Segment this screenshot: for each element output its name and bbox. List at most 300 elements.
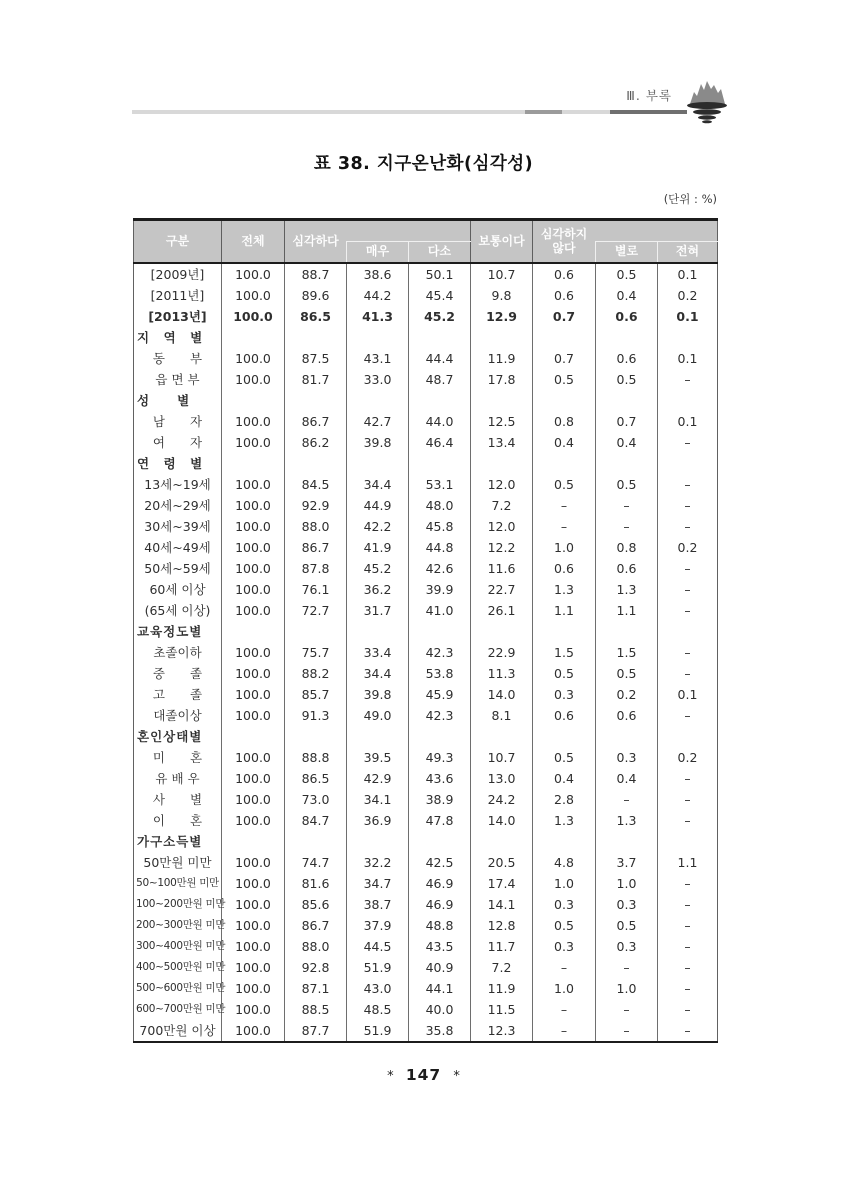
value-cell: 7.2	[471, 495, 533, 516]
value-cell: 88.0	[285, 936, 347, 957]
value-cell: –	[658, 789, 718, 810]
value-cell: 12.0	[471, 516, 533, 537]
row-label: 500~600만원 미만	[134, 978, 222, 999]
value-cell: 8.1	[471, 705, 533, 726]
value-cell: 40.9	[409, 957, 471, 978]
value-cell	[533, 831, 596, 852]
col-header-very: 매우	[347, 242, 409, 264]
row-label: 여 자	[134, 432, 222, 453]
value-cell: 1.3	[596, 810, 658, 831]
value-cell: –	[658, 915, 718, 936]
value-cell: 34.4	[347, 663, 409, 684]
value-cell: –	[596, 789, 658, 810]
row-label: 가구소득별	[134, 831, 222, 852]
value-cell: 20.5	[471, 852, 533, 873]
value-cell: 49.0	[347, 705, 409, 726]
row-label: 50~100만원 미만	[134, 873, 222, 894]
row-label: (65세 이상)	[134, 600, 222, 621]
value-cell: 91.3	[285, 705, 347, 726]
row-label: 연 령 별	[134, 453, 222, 474]
row-label: 60세 이상	[134, 579, 222, 600]
value-cell: 100.0	[222, 894, 285, 915]
value-cell	[596, 453, 658, 474]
table-row	[134, 558, 718, 579]
value-cell: 92.9	[285, 495, 347, 516]
value-cell: 1.0	[533, 873, 596, 894]
value-cell: 100.0	[222, 495, 285, 516]
col-header-not-at-all: 전혀	[658, 242, 718, 264]
value-cell: 86.7	[285, 411, 347, 432]
table-row	[134, 1020, 718, 1042]
value-cell: 33.0	[347, 369, 409, 390]
value-cell: 14.1	[471, 894, 533, 915]
value-cell	[347, 327, 409, 348]
table-row	[134, 810, 718, 831]
value-cell	[596, 831, 658, 852]
value-cell: 100.0	[222, 411, 285, 432]
section-row	[134, 390, 718, 411]
value-cell: –	[533, 999, 596, 1020]
value-cell: 0.2	[658, 285, 718, 306]
value-cell: 100.0	[222, 306, 285, 327]
value-cell: 100.0	[222, 579, 285, 600]
value-cell: 100.0	[222, 558, 285, 579]
value-cell: 48.5	[347, 999, 409, 1020]
value-cell: 0.5	[596, 663, 658, 684]
value-cell: 11.7	[471, 936, 533, 957]
value-cell: 87.7	[285, 1020, 347, 1042]
value-cell: 0.1	[658, 306, 718, 327]
value-cell: 0.6	[596, 705, 658, 726]
row-label: [2009년]	[134, 263, 222, 285]
table-row	[134, 495, 718, 516]
value-cell	[658, 726, 718, 747]
value-cell: 44.4	[409, 348, 471, 369]
row-label: 초졸이하	[134, 642, 222, 663]
value-cell: 0.1	[658, 684, 718, 705]
value-cell: 85.7	[285, 684, 347, 705]
value-cell	[409, 327, 471, 348]
section-row	[134, 726, 718, 747]
value-cell: 42.3	[409, 642, 471, 663]
value-cell: 1.0	[533, 978, 596, 999]
value-cell: 0.5	[533, 369, 596, 390]
value-cell: 87.5	[285, 348, 347, 369]
value-cell: 41.3	[347, 306, 409, 327]
value-cell: 13.4	[471, 432, 533, 453]
value-cell: 12.5	[471, 411, 533, 432]
value-cell	[409, 390, 471, 411]
value-cell: 0.2	[658, 537, 718, 558]
value-cell: 41.0	[409, 600, 471, 621]
table-row	[134, 663, 718, 684]
table-row	[134, 705, 718, 726]
value-cell: 74.7	[285, 852, 347, 873]
value-cell	[596, 390, 658, 411]
row-label: 사 별	[134, 789, 222, 810]
value-cell: 12.9	[471, 306, 533, 327]
value-cell	[347, 453, 409, 474]
table-row	[134, 285, 718, 306]
footer-deco-right: *	[453, 1069, 460, 1084]
value-cell: 100.0	[222, 789, 285, 810]
value-cell: –	[596, 495, 658, 516]
value-cell: 100.0	[222, 642, 285, 663]
page-footer	[0, 1066, 847, 1084]
value-cell: 0.5	[596, 263, 658, 285]
row-label: 미 혼	[134, 747, 222, 768]
value-cell: 0.4	[596, 432, 658, 453]
value-cell: 43.1	[347, 348, 409, 369]
value-cell: 10.7	[471, 263, 533, 285]
value-cell: 0.7	[533, 348, 596, 369]
value-cell: 35.8	[409, 1020, 471, 1042]
table-row	[134, 978, 718, 999]
value-cell: 100.0	[222, 516, 285, 537]
rule-segment	[610, 110, 687, 114]
value-cell: –	[658, 999, 718, 1020]
value-cell: 81.7	[285, 369, 347, 390]
value-cell: 39.5	[347, 747, 409, 768]
rule-segment	[525, 110, 562, 114]
value-cell: 88.2	[285, 663, 347, 684]
table-row	[134, 894, 718, 915]
value-cell: 38.7	[347, 894, 409, 915]
value-cell: 0.2	[596, 684, 658, 705]
value-cell	[222, 327, 285, 348]
table-row	[134, 999, 718, 1020]
col-header-not-serious: 심각하지 않다	[533, 220, 596, 264]
value-cell: 0.6	[533, 558, 596, 579]
value-cell: 100.0	[222, 999, 285, 1020]
value-cell: 44.8	[409, 537, 471, 558]
value-cell: 12.2	[471, 537, 533, 558]
col-header-not-much: 별로	[596, 242, 658, 264]
value-cell: 85.6	[285, 894, 347, 915]
value-cell: 33.4	[347, 642, 409, 663]
section-row	[134, 327, 718, 348]
value-cell: 36.2	[347, 579, 409, 600]
value-cell: 26.1	[471, 600, 533, 621]
value-cell: 86.2	[285, 432, 347, 453]
value-cell: 86.5	[285, 768, 347, 789]
row-label: 이 혼	[134, 810, 222, 831]
value-cell: 0.8	[596, 537, 658, 558]
value-cell: 0.5	[533, 747, 596, 768]
value-cell: 86.7	[285, 915, 347, 936]
value-cell	[409, 621, 471, 642]
value-cell: 100.0	[222, 747, 285, 768]
value-cell: 89.6	[285, 285, 347, 306]
value-cell: 43.6	[409, 768, 471, 789]
value-cell	[533, 453, 596, 474]
value-cell: 50.1	[409, 263, 471, 285]
value-cell: 1.1	[533, 600, 596, 621]
value-cell: 45.2	[409, 306, 471, 327]
value-cell: 100.0	[222, 852, 285, 873]
value-cell	[471, 327, 533, 348]
value-cell: 100.0	[222, 348, 285, 369]
value-cell: 100.0	[222, 915, 285, 936]
value-cell: 42.5	[409, 852, 471, 873]
value-cell: 11.9	[471, 978, 533, 999]
value-cell: 100.0	[222, 705, 285, 726]
table-row	[134, 537, 718, 558]
value-cell: 46.4	[409, 432, 471, 453]
value-cell: 22.9	[471, 642, 533, 663]
value-cell: 42.9	[347, 768, 409, 789]
value-cell	[347, 390, 409, 411]
row-label: 600~700만원 미만	[134, 999, 222, 1020]
value-cell: –	[658, 579, 718, 600]
col-header-total: 전체	[222, 220, 285, 264]
section-breadcrumb: Ⅲ. 부록	[626, 88, 672, 103]
value-cell	[285, 831, 347, 852]
row-label: 300~400만원 미만	[134, 936, 222, 957]
value-cell: 0.4	[533, 432, 596, 453]
value-cell: 42.6	[409, 558, 471, 579]
value-cell	[222, 621, 285, 642]
value-cell: –	[658, 663, 718, 684]
value-cell	[409, 453, 471, 474]
value-cell: 73.0	[285, 789, 347, 810]
value-cell: 34.4	[347, 474, 409, 495]
value-cell: 100.0	[222, 957, 285, 978]
value-cell	[222, 726, 285, 747]
table-row	[134, 369, 718, 390]
value-cell	[347, 726, 409, 747]
row-label: 40세~49세	[134, 537, 222, 558]
value-cell	[222, 390, 285, 411]
section-row	[134, 621, 718, 642]
value-cell: 17.8	[471, 369, 533, 390]
value-cell: 1.3	[596, 579, 658, 600]
value-cell: 51.9	[347, 1020, 409, 1042]
value-cell: 39.8	[347, 432, 409, 453]
table-row	[134, 747, 718, 768]
value-cell: 1.0	[596, 978, 658, 999]
value-cell: 44.0	[409, 411, 471, 432]
value-cell: 36.9	[347, 810, 409, 831]
value-cell: 1.1	[658, 852, 718, 873]
table-row	[134, 936, 718, 957]
row-label: 50세~59세	[134, 558, 222, 579]
value-cell: 100.0	[222, 936, 285, 957]
table-row	[134, 432, 718, 453]
value-cell: 86.7	[285, 537, 347, 558]
value-cell: –	[533, 495, 596, 516]
value-cell: –	[658, 936, 718, 957]
not-serious-subgroup-spacer	[596, 220, 718, 242]
value-cell: –	[658, 600, 718, 621]
table-row	[134, 768, 718, 789]
unit-label: (단위 : %)	[663, 192, 717, 206]
statistics-table	[133, 218, 718, 1043]
value-cell	[222, 831, 285, 852]
table-row	[134, 915, 718, 936]
table-header	[134, 220, 718, 264]
value-cell: 22.7	[471, 579, 533, 600]
value-cell: –	[658, 369, 718, 390]
value-cell	[285, 726, 347, 747]
value-cell: 1.1	[596, 600, 658, 621]
value-cell: 0.1	[658, 411, 718, 432]
value-cell	[596, 327, 658, 348]
value-cell	[285, 327, 347, 348]
value-cell: 53.1	[409, 474, 471, 495]
value-cell: –	[658, 495, 718, 516]
table-title: 표 38. 지구온난화(심각성)	[313, 154, 534, 174]
table-row	[134, 600, 718, 621]
value-cell: 0.7	[596, 411, 658, 432]
col-header-serious: 심각하다	[285, 220, 347, 264]
value-cell: 86.5	[285, 306, 347, 327]
value-cell: 1.0	[533, 537, 596, 558]
value-cell: 0.4	[596, 768, 658, 789]
value-cell: –	[658, 810, 718, 831]
row-label: 중 졸	[134, 663, 222, 684]
row-label: 30세~39세	[134, 516, 222, 537]
value-cell: 100.0	[222, 663, 285, 684]
value-cell: 53.8	[409, 663, 471, 684]
value-cell: 24.2	[471, 789, 533, 810]
value-cell: 0.6	[533, 705, 596, 726]
value-cell	[409, 831, 471, 852]
value-cell	[658, 327, 718, 348]
value-cell: –	[658, 957, 718, 978]
value-cell: –	[658, 642, 718, 663]
value-cell: 0.3	[533, 684, 596, 705]
value-cell: 45.2	[347, 558, 409, 579]
rule-segment	[132, 110, 525, 114]
value-cell: 48.7	[409, 369, 471, 390]
value-cell: 84.5	[285, 474, 347, 495]
mountain-water-logo-icon	[684, 76, 730, 124]
value-cell: 81.6	[285, 873, 347, 894]
value-cell	[533, 390, 596, 411]
value-cell: 76.1	[285, 579, 347, 600]
value-cell: 34.1	[347, 789, 409, 810]
value-cell: 0.2	[658, 747, 718, 768]
value-cell	[347, 621, 409, 642]
row-label: 13세~19세	[134, 474, 222, 495]
value-cell: –	[533, 516, 596, 537]
value-cell: –	[596, 999, 658, 1020]
value-cell: 37.9	[347, 915, 409, 936]
value-cell: –	[596, 957, 658, 978]
value-cell: 42.2	[347, 516, 409, 537]
value-cell	[471, 453, 533, 474]
col-header-moderate: 보통이다	[471, 220, 533, 264]
value-cell	[471, 390, 533, 411]
value-cell: 0.4	[596, 285, 658, 306]
value-cell	[471, 621, 533, 642]
table-row	[134, 957, 718, 978]
value-cell	[471, 726, 533, 747]
value-cell: 42.3	[409, 705, 471, 726]
value-cell: –	[533, 1020, 596, 1042]
value-cell	[658, 453, 718, 474]
value-cell: 13.0	[471, 768, 533, 789]
value-cell: 100.0	[222, 978, 285, 999]
value-cell: 11.5	[471, 999, 533, 1020]
value-cell: 39.8	[347, 684, 409, 705]
table-row	[134, 516, 718, 537]
value-cell: 100.0	[222, 369, 285, 390]
value-cell: 12.3	[471, 1020, 533, 1042]
value-cell: 88.7	[285, 263, 347, 285]
value-cell: 39.9	[409, 579, 471, 600]
table-row	[134, 579, 718, 600]
value-cell: 44.5	[347, 936, 409, 957]
value-cell: 87.8	[285, 558, 347, 579]
table-row	[134, 852, 718, 873]
value-cell: 0.6	[533, 263, 596, 285]
value-cell: 11.6	[471, 558, 533, 579]
value-cell: 100.0	[222, 684, 285, 705]
value-cell	[658, 621, 718, 642]
row-label: 혼인상태별	[134, 726, 222, 747]
table-body	[134, 263, 718, 1042]
value-cell: 88.5	[285, 999, 347, 1020]
serious-subgroup-spacer	[347, 220, 471, 242]
value-cell: 12.0	[471, 474, 533, 495]
value-cell: 0.5	[596, 369, 658, 390]
value-cell: 48.0	[409, 495, 471, 516]
value-cell: –	[596, 516, 658, 537]
value-cell: 0.4	[533, 768, 596, 789]
table-row	[134, 873, 718, 894]
value-cell: 0.3	[533, 894, 596, 915]
value-cell: 0.3	[596, 747, 658, 768]
value-cell: 9.8	[471, 285, 533, 306]
value-cell: 3.7	[596, 852, 658, 873]
value-cell: –	[658, 1020, 718, 1042]
value-cell: 45.8	[409, 516, 471, 537]
table-row	[134, 411, 718, 432]
value-cell: 100.0	[222, 873, 285, 894]
value-cell: 2.8	[533, 789, 596, 810]
value-cell: 51.9	[347, 957, 409, 978]
value-cell: 84.7	[285, 810, 347, 831]
rule-segment	[562, 110, 610, 114]
value-cell: 0.5	[596, 915, 658, 936]
value-cell: 0.7	[533, 306, 596, 327]
value-cell	[409, 726, 471, 747]
value-cell: 100.0	[222, 432, 285, 453]
value-cell: 0.5	[533, 663, 596, 684]
value-cell: –	[658, 516, 718, 537]
value-cell	[658, 831, 718, 852]
value-cell: –	[658, 873, 718, 894]
value-cell: 43.0	[347, 978, 409, 999]
value-cell: 1.3	[533, 579, 596, 600]
row-label: 700만원 이상	[134, 1020, 222, 1042]
value-cell: 88.0	[285, 516, 347, 537]
value-cell: 32.2	[347, 852, 409, 873]
value-cell: 0.6	[533, 285, 596, 306]
value-cell: 38.9	[409, 789, 471, 810]
row-label: 고 졸	[134, 684, 222, 705]
value-cell	[222, 453, 285, 474]
value-cell: 88.8	[285, 747, 347, 768]
value-cell: 45.9	[409, 684, 471, 705]
value-cell: 0.6	[596, 558, 658, 579]
value-cell: 0.5	[533, 915, 596, 936]
value-cell	[658, 390, 718, 411]
value-cell: 48.8	[409, 915, 471, 936]
value-cell: 49.3	[409, 747, 471, 768]
